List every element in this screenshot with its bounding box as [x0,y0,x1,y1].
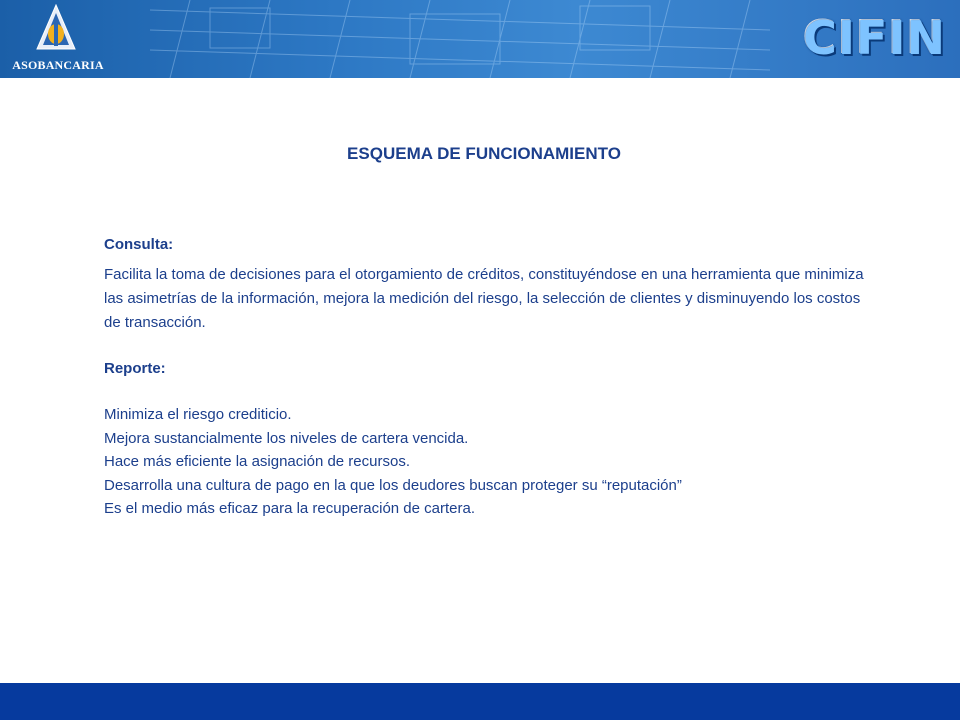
consulta-label: Consulta: [104,236,174,253]
asobancaria-logo [6,2,110,76]
reporte-label: Reporte: [104,360,166,377]
header-banner [0,0,960,78]
list-item: Es el medio más eficaz para la recuperación de cartera. [104,500,476,517]
list-item: Minimiza el riesgo crediticio. [104,406,292,423]
list-item: Desarrolla una cultura de pago en la que los deudores buscan proteger su “reputación” [104,476,682,494]
consulta-text: Facilita la toma de decisiones para el otorgamiento de créditos, constituyéndose en una herramienta que minimiza las asimetrías de la información, mejora la medición del riesgo, la selección de clientes y disminuyendo los costos de transacción. [104,266,864,331]
list-item: Mejora sustancialmente los niveles de cartera vencida. [104,429,469,447]
reporte-list [104,403,864,521]
cifin-logo: CIFIN [803,11,946,65]
list-item: Hace más eficiente la asignación de recursos. [104,453,410,470]
page-title: ESQUEMA DE FUNCIONAMIENTO [347,144,621,163]
decorative-grid-pattern [150,0,770,78]
content-body [104,233,864,521]
asobancaria-logo-text: ASOBANCARIA [12,58,104,72]
asobancaria-emblem-icon [36,4,76,56]
footer-bar [0,683,960,720]
